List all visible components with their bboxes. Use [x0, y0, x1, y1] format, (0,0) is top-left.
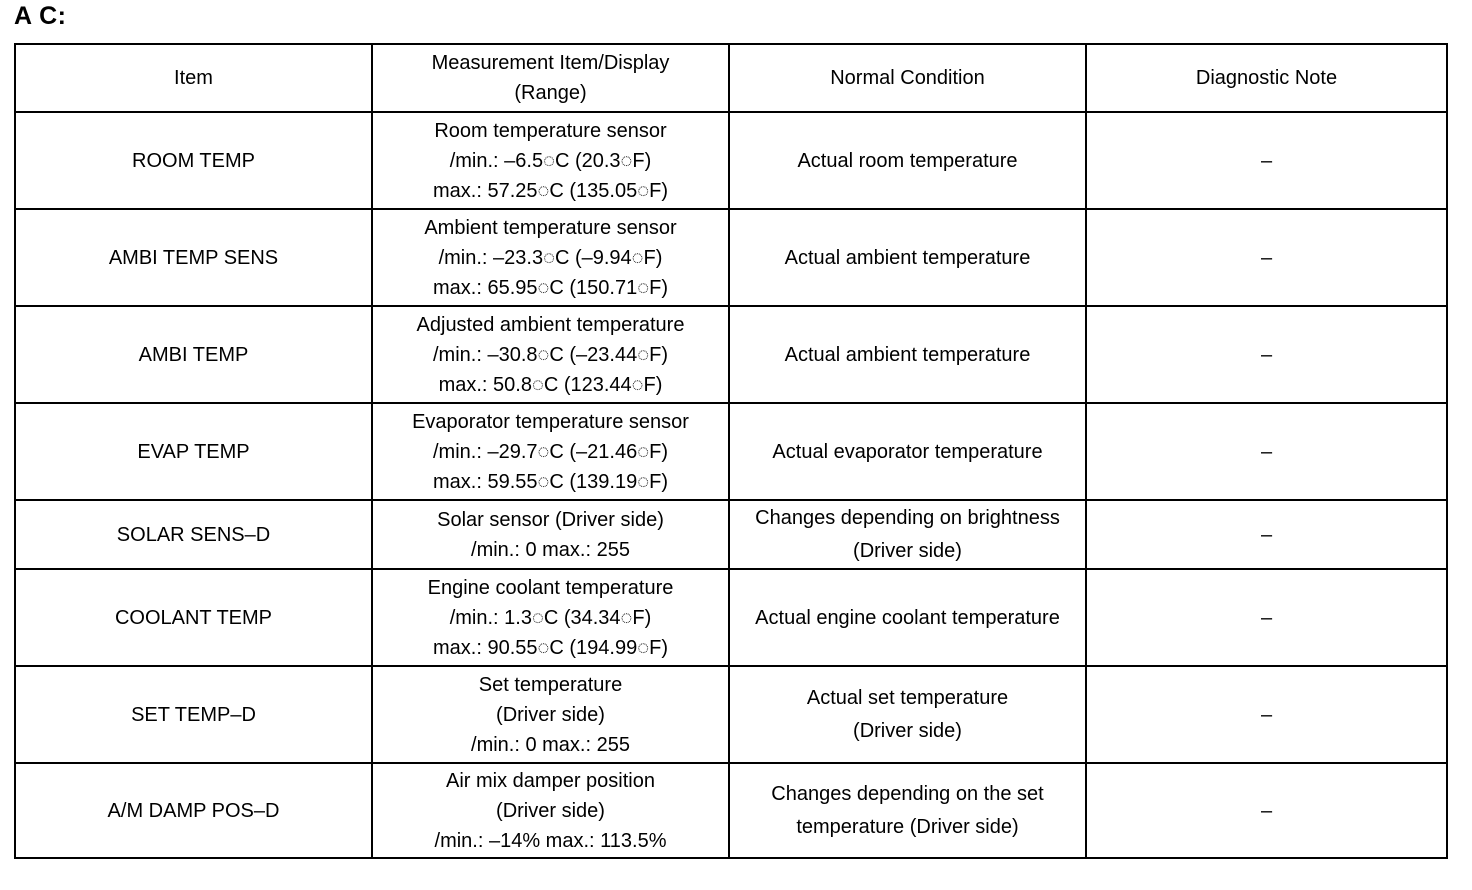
header-item: Item — [15, 44, 372, 112]
normal-condition-cell — [729, 209, 1086, 306]
item-cell: ROOM TEMP — [15, 112, 372, 209]
measurement-cell — [372, 112, 729, 209]
measurement-cell — [372, 763, 729, 858]
item-cell: COOLANT TEMP — [15, 569, 372, 666]
normal-condition-cell — [729, 763, 1086, 858]
measurement-cell — [372, 569, 729, 666]
measurement-line: /min.: 0 max.: 255 — [471, 538, 630, 561]
measurement-cell — [372, 500, 729, 569]
normal-condition-cell — [729, 112, 1086, 209]
measurement-line: Solar sensor (Driver side) — [437, 508, 664, 531]
item-cell: AMBI TEMP — [15, 306, 372, 403]
measurement-line: /min.: –30.8◌C (–23.44◌F) — [433, 343, 668, 366]
measurement-line: Evaporator temperature sensor — [412, 410, 689, 433]
measurement-line: Air mix damper position — [446, 769, 655, 792]
table-header-row — [15, 44, 1447, 112]
item-cell: EVAP TEMP — [15, 403, 372, 500]
table-row — [15, 500, 1447, 569]
table-row — [15, 403, 1447, 500]
table-row — [15, 763, 1447, 858]
measurement-line: /min.: –23.3◌C (–9.94◌F) — [438, 246, 663, 269]
item-cell: SET TEMP–D — [15, 666, 372, 763]
item-cell: A/M DAMP POS–D — [15, 763, 372, 858]
measurement-cell — [372, 306, 729, 403]
normal-line: Actual ambient temperature — [784, 343, 1031, 366]
normal-line: Actual engine coolant temperature — [755, 606, 1060, 629]
header-measurement — [372, 44, 729, 112]
diagnostic-note-cell: – — [1086, 569, 1447, 666]
normal-condition-cell — [729, 569, 1086, 666]
data-list-table — [14, 43, 1448, 859]
diagnostic-note-cell: – — [1086, 112, 1447, 209]
measurement-line: /min.: –14% max.: 113.5% — [434, 829, 667, 852]
measurement-line: max.: 59.55◌C (139.19◌F) — [433, 470, 668, 493]
header-diagnostic-note: Diagnostic Note — [1086, 44, 1447, 112]
measurement-line: Adjusted ambient temperature — [416, 313, 685, 336]
normal-line: Changes depending on brightness — [755, 506, 1060, 529]
measurement-cell — [372, 209, 729, 306]
measurement-line: max.: 90.55◌C (194.99◌F) — [433, 636, 668, 659]
measurement-line: (Driver side) — [496, 799, 605, 822]
normal-line: Actual room temperature — [797, 149, 1018, 172]
diagnostic-note-cell: – — [1086, 209, 1447, 306]
table-row — [15, 666, 1447, 763]
measurement-line: max.: 57.25◌C (135.05◌F) — [433, 179, 668, 202]
measurement-line: (Driver side) — [496, 703, 605, 726]
normal-condition-cell — [729, 403, 1086, 500]
normal-condition-cell — [729, 666, 1086, 763]
diagnostic-note-cell: – — [1086, 666, 1447, 763]
normal-line: (Driver side) — [853, 719, 962, 742]
table-row — [15, 306, 1447, 403]
diagnostic-note-cell: – — [1086, 500, 1447, 569]
normal-line: Actual set temperature — [806, 686, 1009, 709]
measurement-line: Engine coolant temperature — [427, 576, 674, 599]
measurement-line: max.: 65.95◌C (150.71◌F) — [433, 276, 668, 299]
measurement-line: /min.: 1.3◌C (34.34◌F) — [449, 606, 652, 629]
measurement-cell — [372, 666, 729, 763]
measurement-line: Ambient temperature sensor — [424, 216, 677, 239]
normal-line: Actual evaporator temperature — [772, 440, 1043, 463]
measurement-line: /min.: 0 max.: 255 — [471, 733, 630, 756]
section-title: A C: — [14, 2, 67, 30]
diagnostic-note-cell: – — [1086, 403, 1447, 500]
measurement-line: Room temperature sensor — [434, 119, 667, 142]
measurement-cell — [372, 403, 729, 500]
measurement-line: /min.: –6.5◌C (20.3◌F) — [449, 149, 652, 172]
measurement-line: /min.: –29.7◌C (–21.46◌F) — [433, 440, 668, 463]
normal-line: temperature (Driver side) — [796, 815, 1019, 838]
diagnostic-note-cell: – — [1086, 763, 1447, 858]
table-row — [15, 112, 1447, 209]
header-measurement-line: Measurement Item/Display — [431, 52, 670, 74]
normal-line: Actual ambient temperature — [784, 246, 1031, 269]
item-cell: SOLAR SENS–D — [15, 500, 372, 569]
normal-condition-cell — [729, 500, 1086, 569]
normal-condition-cell — [729, 306, 1086, 403]
normal-line: Changes depending on the set — [771, 782, 1044, 805]
normal-line: (Driver side) — [853, 539, 962, 562]
measurement-line: Set temperature — [478, 673, 623, 696]
table-row — [15, 569, 1447, 666]
header-normal-condition: Normal Condition — [729, 44, 1086, 112]
measurement-line: max.: 50.8◌C (123.44◌F) — [438, 373, 663, 396]
diagnostic-note-cell: – — [1086, 306, 1447, 403]
table-row — [15, 209, 1447, 306]
item-cell: AMBI TEMP SENS — [15, 209, 372, 306]
header-measurement-range: (Range) — [514, 82, 587, 104]
